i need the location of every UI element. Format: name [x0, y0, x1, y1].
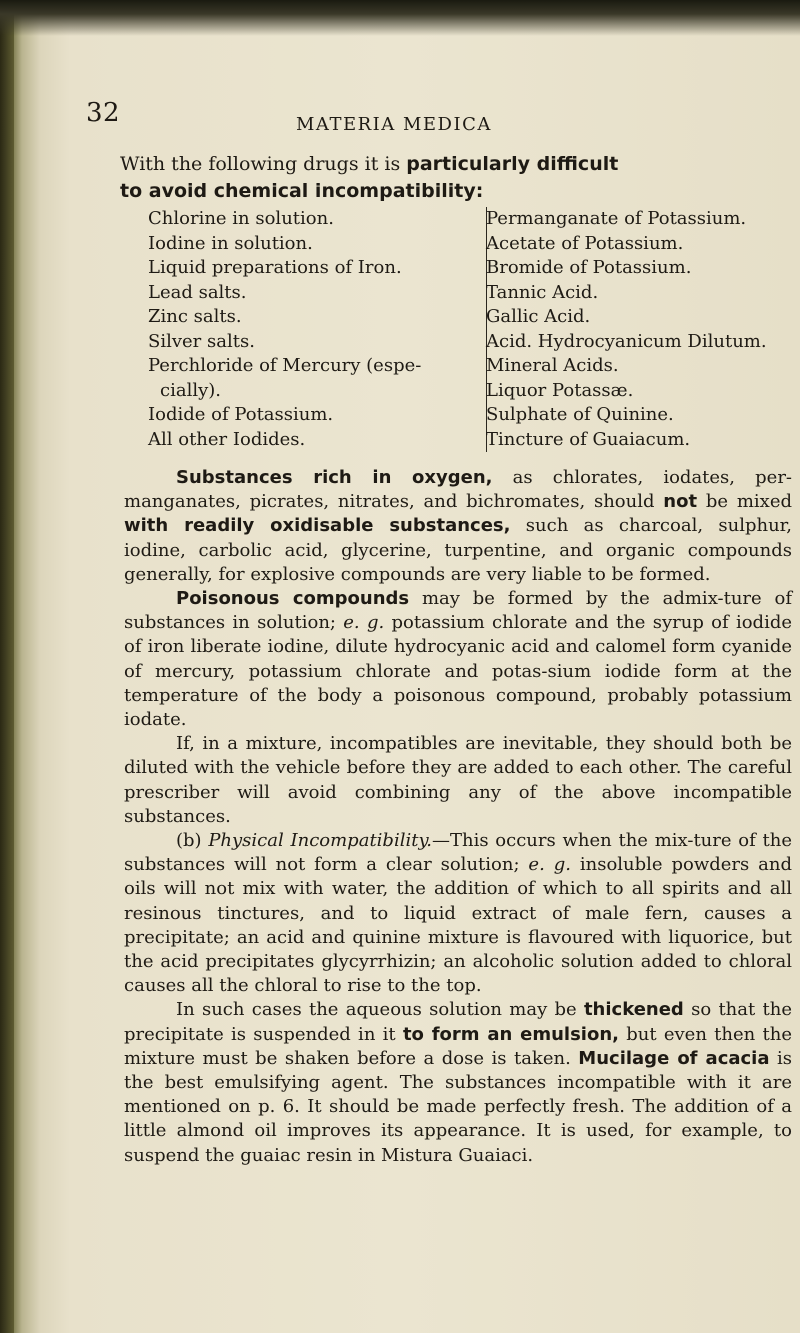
paragraph-text: may be formed by the admix-ture of substances in solution;: [124, 588, 792, 634]
paragraph-emphasis: to form an emulsion,: [402, 1023, 619, 1045]
paragraph-text: potassium chlorate and the syrup of iodide of iron liberate iodine, dilute hydrocyanic acid and calomel form cyanide of mercury, potassium chlorate and potas-sium iodide form at the temperature of the body a poisonous compound, probably potassium iodate.: [124, 612, 792, 731]
paragraph-oxygen: [124, 466, 792, 587]
list-item: Bromide of Potassium.: [486, 257, 692, 278]
list-item: Tannic Acid.: [486, 281, 599, 303]
list-item: Acid. Hydrocyanicum Dilutum.: [486, 330, 767, 352]
incompatible-list-right: [486, 207, 799, 452]
list-item: Chlorine in solution.: [148, 208, 334, 229]
page-header: [86, 98, 776, 142]
body-text: [124, 466, 792, 1168]
top-edge-shadow: [0, 0, 800, 36]
list-item: Iodine in solution.: [148, 232, 313, 254]
paragraph-text: so that the precipitate is suspended in it: [124, 999, 792, 1045]
list-item: Mineral Acids.: [486, 355, 619, 376]
list-item: Acetate of Potassium.: [486, 232, 684, 254]
intro-sentence: [120, 151, 790, 205]
paragraph-emphasis: with readily oxidisable substances,: [124, 515, 511, 537]
paragraph-italic: e. g.: [528, 854, 571, 876]
paragraph-italic: e. g.: [343, 612, 385, 634]
paragraph-inevitable: If, in a mixture, incompatibles are inevitable, they should both be diluted with the vehicle before they are added to each other. The careful prescriber will avoid combining any of the above incompatible substances.: [124, 733, 792, 827]
intro-text: With the following drugs it is: [120, 153, 407, 175]
list-item: Liquor Potassæ.: [486, 379, 634, 401]
intro-emphasis: particularly difficult: [406, 153, 619, 175]
list-item: Sulphate of Quinine.: [486, 404, 674, 425]
list-item: Silver salts.: [148, 330, 255, 352]
list-item: Zinc salts.: [148, 306, 242, 327]
list-item: Perchloride of Mercury (espe-: [148, 355, 422, 376]
list-item: Iodide of Potassium.: [148, 404, 334, 425]
paragraph-emphasis: not: [663, 491, 698, 513]
list-item: Gallic Acid.: [486, 306, 591, 327]
paragraph-text: insoluble powders and oils will not mix with water, the addition of which to all spirits and all resinous tinctures, and to liquid extract of male fern, causes a precipitate; an acid and quinine mixture is flavoured with liquorice, but the acid precipitates glycyrrhizin; an alcoholic solution added to chloral causes all the chloral to rise to the top.: [124, 854, 792, 997]
paragraph-text: be mixed: [697, 491, 792, 513]
list-item: Lead salts.: [148, 281, 247, 303]
running-head: MATERIA MEDICA: [296, 114, 492, 135]
paragraph-emphasis: thickened: [583, 999, 684, 1021]
paragraph-text: —This occurs when the mix-ture of the substances will not form a clear solution;: [124, 830, 792, 876]
list-item: All other Iodides.: [148, 428, 306, 450]
list-item: Permanganate of Potassium.: [486, 208, 747, 229]
page-number: 32: [86, 98, 121, 128]
paragraph-text: such as charcoal, sulphur, iodine, carbolic acid, glycerine, turpentine, and organic compounds generally, for explosive compounds are very liable to be formed.: [124, 515, 793, 585]
list-item-continuation: cially).: [160, 379, 221, 401]
intro-emphasis-line2: to avoid chemical incompatibility:: [120, 180, 484, 202]
paragraph-lead: Poisonous compounds: [176, 588, 410, 610]
paragraph-text: In such cases the aqueous solution may be: [176, 999, 584, 1021]
paragraph-text: as chlorates, iodates, per-manganates, picrates, nitrates, and bichromates, should: [124, 467, 793, 513]
paragraph-italic: Physical Incompatibility.: [208, 830, 432, 852]
paragraph-label: (b): [176, 830, 209, 852]
list-item: Liquid preparations of Iron.: [148, 257, 402, 278]
list-item: Tincture of Guaiacum.: [486, 428, 691, 450]
paragraph-text: is the best emulsifying agent. The substances incompatible with it are mentioned on p. 6. It should be made perfectly fresh. The addition of a little almond oil improves its appearance. It is used, for example, to suspend the guaiac resin in Mistura Guaiaci.: [124, 1047, 793, 1166]
paragraph-physical: [124, 829, 792, 998]
paragraph-poisonous: [124, 587, 792, 732]
paragraph-emulsion: [124, 998, 792, 1167]
paragraph-lead: Substances rich in oxygen,: [176, 467, 493, 488]
book-spine-shadow: [0, 0, 14, 1333]
paragraph-emphasis: Mucilage of acacia: [578, 1047, 770, 1069]
incompatible-list-left: [148, 207, 478, 452]
paragraph-text: but even then the mixture must be shaken before a dose is taken.: [124, 1023, 792, 1069]
